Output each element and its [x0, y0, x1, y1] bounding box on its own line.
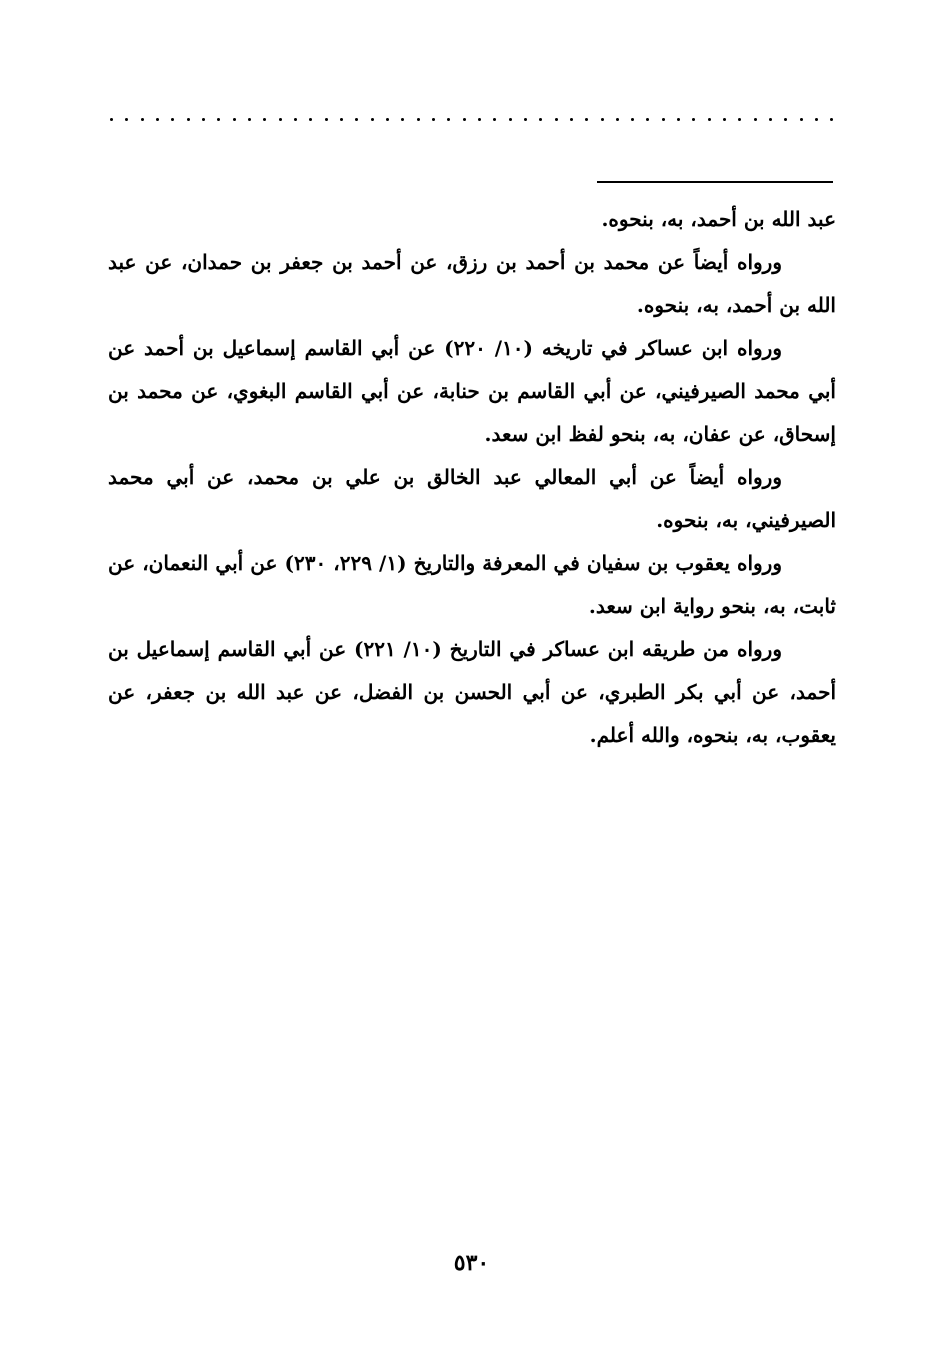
separator-dot: [539, 118, 542, 121]
separator-dot: [141, 118, 144, 121]
separator-dot: [417, 118, 420, 121]
paragraph: ورواه من طريقه ابن عساكر في التاريخ (١٠/ ٢٢١) عن أبي القاسم إسماعيل بن أحمد، عن أبي بكر الطبري، عن أبي الحسن بن الفضل، عن عبد الله بن جعفر، عن يعقوب، به، بنحوه، والله أعلم.: [108, 637, 836, 747]
separator-dot: [233, 118, 236, 121]
separator-dot: [585, 118, 588, 121]
separator-dot: [447, 118, 450, 121]
separator-dot: [601, 118, 604, 121]
paragraph-continuation: عبد الله بن أحمد، به، بنحوه.: [601, 207, 836, 231]
separator-dot: [187, 118, 190, 121]
footnote-text: [108, 198, 836, 757]
separator-dot: [509, 118, 512, 121]
separator-dot: [769, 118, 772, 121]
separator-dot: [340, 118, 343, 121]
paragraph: ورواه أيضاً عن محمد بن أحمد بن رزق، عن أحمد بن جعفر بن حمدان، عن عبد الله بن أحمد، به، بنحوه.: [108, 250, 836, 317]
separator-dot: [478, 118, 481, 121]
separator-dot: [325, 118, 328, 121]
separator-dot: [738, 118, 741, 121]
separator-dot: [125, 118, 128, 121]
separator-dot: [309, 118, 312, 121]
separator-dot: [677, 118, 680, 121]
separator-dot: [279, 118, 282, 121]
separator-dot: [616, 118, 619, 121]
separator-dot: [263, 118, 266, 121]
separator-dot: [524, 118, 527, 121]
separator-dot: [800, 118, 803, 121]
paragraph: ورواه يعقوب بن سفيان في المعرفة والتاريخ (١/ ٢٢٩، ٢٣٠) عن أبي النعمان، عن ثابت، به، بنحو رواية ابن سعد.: [108, 551, 836, 618]
separator-dot: [646, 118, 649, 121]
separator-dot: [217, 118, 220, 121]
separator-dot: [202, 118, 205, 121]
separator-dot: [432, 118, 435, 121]
separator-dot: [401, 118, 404, 121]
separator-dot: [723, 118, 726, 121]
separator-dot: [754, 118, 757, 121]
separator-dot: [784, 118, 787, 121]
separator-dot: [830, 118, 833, 121]
separator-dot: [570, 118, 573, 121]
separator-dot: [493, 118, 496, 121]
separator-dot: [171, 118, 174, 121]
separator-dot: [110, 118, 113, 121]
footnote-rule: [597, 181, 833, 183]
separator-dot: [555, 118, 558, 121]
paragraph: ورواه أيضاً عن أبي المعالي عبد الخالق بن علي بن محمد، عن أبي محمد الصيرفيني، به، بنحوه.: [108, 465, 836, 532]
paragraph: ورواه ابن عساكر في تاريخه (١٠/ ٢٢٠) عن أبي القاسم إسماعيل بن أحمد عن أبي محمد الصيرفيني، عن أبي القاسم بن حنابة، عن أبي القاسم البغوي، عن محمد بن إسحاق، عن عفان، به، بنحو لفظ ابن سعد.: [108, 336, 836, 446]
dotted-separator: [110, 118, 834, 121]
separator-dot: [248, 118, 251, 121]
separator-dot: [156, 118, 159, 121]
separator-dot: [371, 118, 374, 121]
separator-dot: [692, 118, 695, 121]
separator-dot: [708, 118, 711, 121]
separator-dot: [631, 118, 634, 121]
separator-dot: [386, 118, 389, 121]
separator-dot: [294, 118, 297, 121]
page-number: ٥٣٠: [453, 1250, 490, 1276]
separator-dot: [815, 118, 818, 121]
separator-dot: [355, 118, 358, 121]
separator-dot: [662, 118, 665, 121]
separator-dot: [463, 118, 466, 121]
